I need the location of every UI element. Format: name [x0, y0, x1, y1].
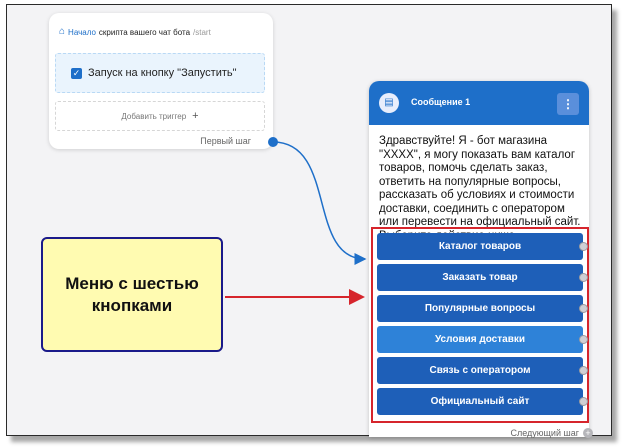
menu-button-label: Заказать товар [442, 272, 518, 283]
menu-button-order[interactable] [377, 264, 583, 291]
message-title: Сообщение 1 [411, 97, 471, 107]
start-card[interactable] [49, 13, 273, 149]
check-icon[interactable]: ✓ [72, 67, 81, 78]
menu-button-label: Каталог товаров [438, 241, 522, 252]
menu-button-faq[interactable] [377, 295, 583, 322]
plus-icon[interactable]: + [583, 428, 593, 438]
add-trigger-label: Добавить триггер [121, 111, 187, 121]
menu-button-website[interactable] [377, 388, 583, 415]
menu-button-label: Официальный сайт [430, 396, 530, 407]
message-icon: ▤ [379, 93, 399, 113]
button-port[interactable] [579, 335, 588, 344]
add-trigger-button[interactable] [55, 101, 265, 131]
plus-icon: + [192, 110, 199, 122]
button-port[interactable] [579, 397, 588, 406]
trigger-item[interactable] [55, 53, 265, 93]
start-card-title: скрипта вашего чат бота [98, 27, 191, 37]
menu-button-catalog[interactable] [377, 233, 583, 260]
button-port[interactable] [579, 304, 588, 313]
first-step-port[interactable] [268, 137, 278, 147]
menu-button-label: Связь с оператором [429, 365, 531, 376]
trigger-label: Запуск на кнопку "Запустить" [88, 67, 237, 79]
menu-button-operator[interactable] [377, 357, 583, 384]
button-port[interactable] [579, 366, 588, 375]
menu-button-delivery[interactable] [377, 326, 583, 353]
callout-line-2: кнопками [91, 295, 173, 315]
menu-button-label: Условия доставки [434, 334, 526, 345]
annotation-callout [41, 237, 223, 352]
next-step-label: Следующий шаг [510, 428, 579, 438]
button-port[interactable] [579, 273, 588, 282]
start-card-header [59, 27, 211, 37]
next-step[interactable] [510, 428, 593, 438]
button-port[interactable] [579, 242, 588, 251]
canvas-frame [6, 4, 612, 436]
menu-buttons-highlight [371, 227, 589, 423]
callout-line-1: Меню с шестью [65, 273, 199, 293]
home-icon: ⌂ [59, 26, 66, 37]
first-step-label: Первый шаг [200, 136, 251, 146]
flow-connector [273, 142, 365, 259]
menu-button-label: Популярные вопросы [424, 303, 536, 314]
start-command: /start [193, 27, 211, 37]
message-card-header [369, 81, 589, 125]
message-card[interactable] [369, 81, 589, 437]
home-link[interactable]: Начало [68, 27, 96, 37]
more-menu-icon[interactable]: ⋮ [557, 93, 579, 115]
message-text: Здравствуйте! Я - бот магазина "ХХХХ", я могу показать вам каталог товаров, помочь сделать заказ, ответить на популярные вопросы, рассказать об условиях и стоимости доставки, соединить с оператором или перевести на официальный сайт. [379, 135, 581, 228]
